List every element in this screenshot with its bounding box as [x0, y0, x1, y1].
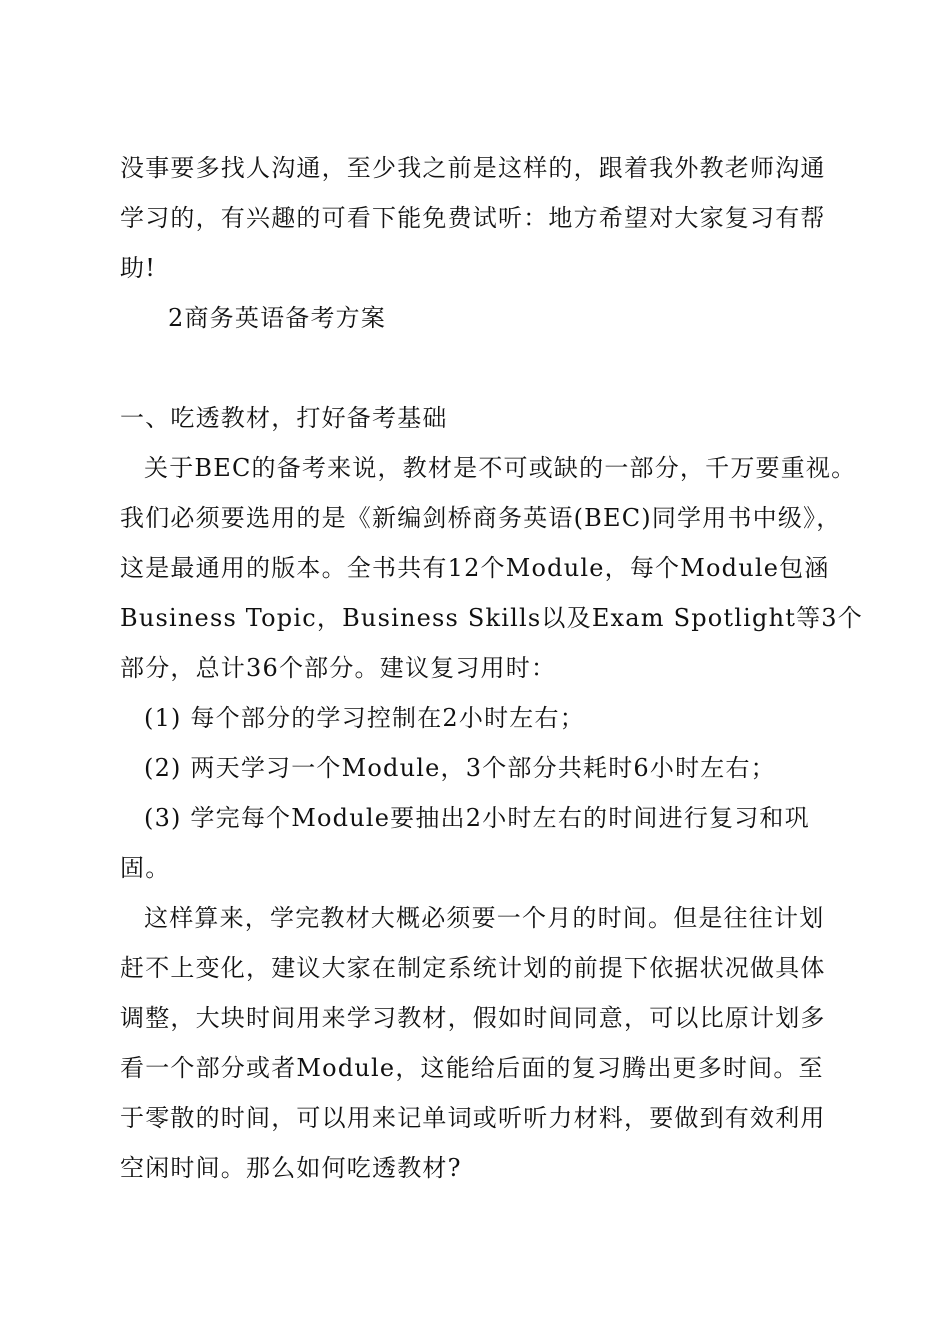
paragraph-2-line-3: 调整，大块时间用来学习教材，假如时间同意，可以比原计划多 — [120, 1004, 826, 1032]
section-heading: 2商务英语备考方案 — [168, 304, 387, 332]
intro-line-3: 助! — [120, 254, 157, 282]
paragraph-1-line-1: 关于BEC的备考来说，教材是不可或缺的一部分，千万要重视。 — [144, 454, 857, 482]
paragraph-1-line-4: Business Topic，Business Skills以及Exam Spotlight等3个 — [120, 604, 863, 632]
list-item-3: (3) 学完每个Module要抽出2小时左右的时间进行复习和巩 — [144, 804, 810, 832]
paragraph-2-line-1: 这样算来，学完教材大概必须要一个月的时间。但是往往计划 — [144, 904, 825, 932]
paragraph-1-line-5: 部分，总计36个部分。建议复习用时： — [120, 654, 557, 682]
paragraph-2-line-2: 赶不上变化，建议大家在制定系统计划的前提下依据状况做具体 — [120, 954, 826, 982]
list-item-1: (1) 每个部分的学习控制在2小时左右； — [144, 704, 585, 732]
paragraph-1-line-3: 这是最通用的版本。全书共有12个Module，每个Module包涵 — [120, 554, 830, 582]
paragraph-2-line-6: 空闲时间。那么如何吃透教材? — [120, 1154, 462, 1182]
subsection-title: 一、吃透教材，打好备考基础 — [120, 404, 448, 432]
paragraph-2-line-5: 于零散的时间，可以用来记单词或听听力材料，要做到有效利用 — [120, 1104, 826, 1132]
list-item-2: (2) 两天学习一个Module，3个部分共耗时6小时左右； — [144, 754, 776, 782]
intro-line-1: 没事要多找人沟通，至少我之前是这样的，跟着我外教老师沟通 — [120, 154, 826, 182]
list-item-3-continuation: 固。 — [120, 854, 171, 882]
paragraph-1-line-2: 我们必须要选用的是《新编剑桥商务英语(BEC)同学用书中级》， — [120, 504, 842, 532]
paragraph-2-line-4: 看一个部分或者Module，这能给后面的复习腾出更多时间。至 — [120, 1054, 824, 1082]
intro-line-2: 学习的，有兴趣的可看下能免费试听：地方希望对大家复习有帮 — [120, 204, 826, 232]
